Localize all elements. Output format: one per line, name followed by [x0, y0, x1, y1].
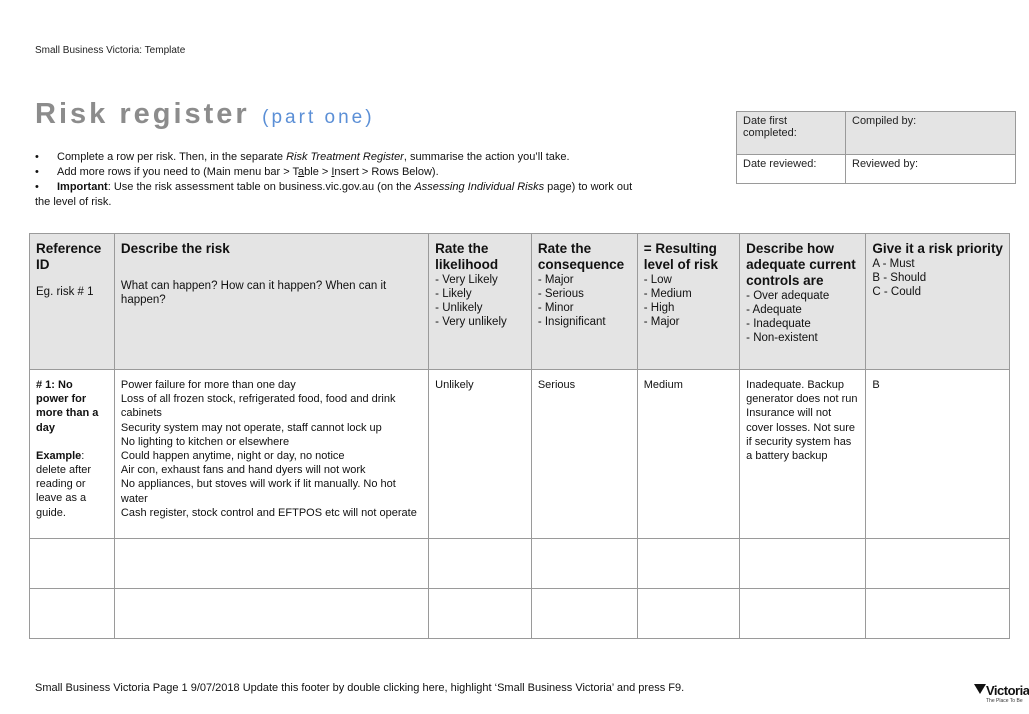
col-title: Give it a risk priority	[872, 241, 1003, 256]
empty-cell[interactable]	[30, 539, 115, 589]
option: - Medium	[643, 288, 692, 300]
col-title: = Resulting level of risk	[643, 241, 719, 272]
empty-cell[interactable]	[531, 539, 637, 589]
empty-cell[interactable]	[866, 589, 1010, 639]
risk-line: Loss of all frozen stock, refrigerated food, food and drink cabinets	[120, 393, 396, 420]
empty-cell[interactable]	[866, 539, 1010, 589]
empty-cell[interactable]	[740, 539, 866, 589]
col-title: Reference ID	[36, 241, 102, 272]
col-title: Describe how adequate current controls are	[746, 241, 856, 288]
header-note: Small Business Victoria: Template	[35, 45, 186, 56]
instruction-1-text: Complete a row per risk. Then, in the separate	[57, 151, 287, 163]
instruction-2-accel-i: I	[331, 166, 335, 178]
risk-line: No appliances, but stoves will work if lit manually. No hot water	[120, 478, 396, 505]
option: - Low	[643, 274, 672, 286]
instruction-1-emphasis: Risk Treatment Register	[286, 151, 404, 163]
risk-register-table	[29, 233, 1010, 639]
table-header-row	[30, 234, 1010, 370]
victoria-logo	[972, 678, 1029, 712]
cell-reference[interactable]	[30, 370, 115, 539]
title-main: Risk register	[35, 98, 250, 130]
col-title: Describe the risk	[120, 241, 230, 256]
title-sub: (part one)	[262, 107, 375, 128]
table-row	[30, 370, 1010, 539]
instruction-3-strong: Important	[57, 181, 108, 193]
empty-cell[interactable]	[429, 589, 532, 639]
reviewed-by-label: Reviewed by:	[846, 155, 1016, 184]
ref-title: # 1: No power for more than a day	[36, 379, 99, 434]
instruction-3	[35, 180, 725, 195]
table-row	[30, 539, 1010, 589]
risk-line: Could happen anytime, night or day, no notice	[120, 450, 345, 463]
cell-controls[interactable]: Inadequate. Backup generator does not run Insurance will not cover losses. Not sure if security system has a battery backup	[740, 370, 866, 539]
empty-cell[interactable]	[114, 589, 428, 639]
instruction-2-accel-a: a	[298, 166, 305, 178]
option: - Non-existent	[746, 332, 818, 344]
option: - Over adequate	[746, 290, 830, 302]
option: - High	[643, 302, 675, 314]
col-title: Rate the consequence	[537, 241, 625, 272]
instruction-2-text-mid: ble >	[304, 166, 332, 178]
instruction-2	[35, 165, 725, 180]
option: B - Should	[872, 272, 927, 284]
ref-example	[36, 449, 108, 520]
option: - Major	[643, 316, 680, 328]
meta-box	[736, 111, 1016, 184]
col-note: What can happen? How can it happen? When can it happen?	[120, 280, 387, 306]
instruction-3-text-end: page) to work out	[544, 181, 633, 193]
col-note: Eg. risk # 1	[36, 286, 94, 298]
option: - Major	[537, 274, 574, 286]
option: - Inadequate	[746, 318, 811, 330]
empty-cell[interactable]	[429, 539, 532, 589]
option: A - Must	[872, 258, 915, 270]
option: C - Could	[872, 286, 921, 298]
col-describe-risk	[114, 234, 428, 370]
instruction-3-emphasis: Assessing Individual Risks	[414, 181, 545, 193]
option: - Minor	[537, 302, 574, 314]
cell-priority[interactable]: B	[866, 370, 1010, 539]
empty-cell[interactable]	[740, 589, 866, 639]
risk-line: Cash register, stock control and EFTPOS etc will not operate	[120, 506, 417, 519]
risk-line: Air con, exhaust fans and hand dyers will not work	[120, 464, 366, 477]
option: - Insignificant	[537, 316, 606, 328]
risk-line: Power failure for more than one day	[120, 379, 296, 391]
instruction-2-text: Add more rows if you need to (Main menu bar > T	[57, 166, 299, 178]
col-consequence	[531, 234, 637, 370]
option: - Serious	[537, 288, 584, 300]
instruction-1	[35, 150, 725, 165]
risk-line: Security system may not operate, staff cannot lock up	[120, 421, 382, 434]
col-controls	[740, 234, 866, 370]
compiled-by-label: Compiled by:	[846, 112, 1016, 155]
cell-level[interactable]: Medium	[637, 370, 739, 539]
col-title: Rate the likelihood	[435, 241, 499, 272]
col-priority	[866, 234, 1010, 370]
logo-mark: Victoria	[986, 683, 1029, 698]
table-row	[30, 589, 1010, 639]
page-title	[35, 98, 375, 131]
instruction-3-text: : Use the risk assessment table on business.vic.gov.au (on the	[107, 181, 415, 193]
empty-cell[interactable]	[114, 539, 428, 589]
option: - Adequate	[746, 304, 802, 316]
option: - Very unlikely	[435, 316, 507, 328]
empty-cell[interactable]	[30, 589, 115, 639]
empty-cell[interactable]	[637, 589, 739, 639]
empty-cell[interactable]	[637, 539, 739, 589]
ref-example-text: : delete after reading or leave as a guide.	[36, 449, 92, 519]
cell-risk[interactable]	[114, 370, 428, 539]
option: - Very Likely	[435, 274, 498, 286]
empty-cell[interactable]	[531, 589, 637, 639]
victoria-logo-triangle-icon	[974, 684, 986, 694]
ref-example-label: Example	[36, 449, 82, 462]
option: - Likely	[435, 288, 472, 300]
option: - Unlikely	[435, 302, 483, 314]
col-resulting-level	[637, 234, 739, 370]
page-footer[interactable]: Small Business Victoria Page 1 9/07/2018 Update this footer by double clicking here, highlight ‘Small Business Victoria’ and press F9.	[35, 682, 685, 694]
date-reviewed-label: Date reviewed:	[737, 155, 846, 184]
instruction-3-continued: the level of risk.	[35, 196, 112, 208]
date-first-completed-label: Date first completed:	[737, 112, 846, 155]
logo-tagline: The Place To Be	[986, 698, 1023, 704]
instruction-1-text-end: , summarise the action you’ll take.	[403, 151, 570, 163]
cell-consequence[interactable]: Serious	[531, 370, 637, 539]
col-reference-id	[30, 234, 115, 370]
cell-likelihood[interactable]: Unlikely	[429, 370, 532, 539]
instruction-2-text-end: nsert > Rows Below).	[334, 166, 439, 178]
risk-line: No lighting to kitchen or elsewhere	[120, 435, 290, 448]
col-likelihood	[429, 234, 532, 370]
instructions	[35, 150, 725, 210]
